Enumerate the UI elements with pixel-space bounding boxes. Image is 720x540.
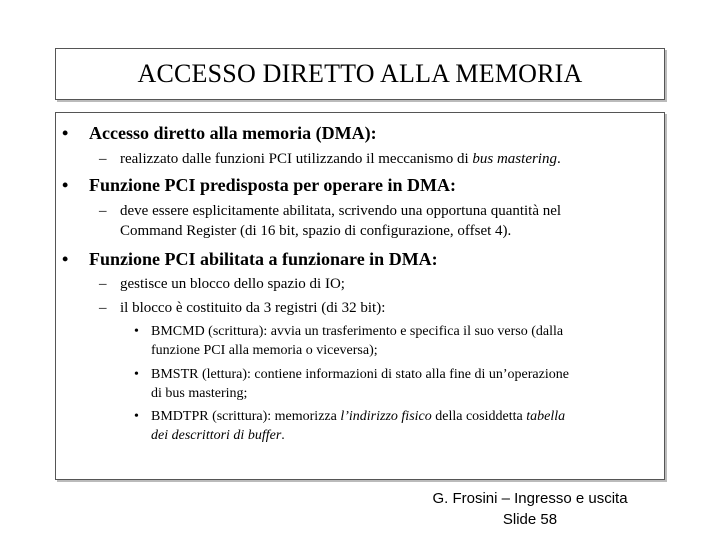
register-bmcmd-line-2: funzione PCI alla memoria o viceversa); — [151, 343, 378, 358]
register-bmcmd-line-1: BMCMD (scrittura): avvia un trasferimento e specifica il suo verso (dalla — [151, 324, 564, 339]
item-1-sub-1: realizzato dalle funzioni PCI utilizzando il meccanismo di bus mastering. — [120, 151, 561, 167]
content-box — [55, 112, 665, 480]
title-box — [55, 48, 665, 100]
reg-bullet-2: • — [134, 367, 139, 382]
footer — [400, 488, 660, 530]
item-1-text: Accesso diretto alla memoria (DMA): — [89, 123, 377, 143]
register-bmstr-line-1: BMSTR (lettura): contiene informazioni di stato alla fine di un’operazione — [151, 367, 569, 382]
reg-bullet-3: • — [134, 409, 139, 424]
item-2-text: Funzione PCI predisposta per operare in DMA: — [89, 175, 456, 195]
item-3-sub-1: gestisce un blocco dello spazio di IO; — [120, 276, 345, 292]
dash-2-1: – — [99, 203, 107, 219]
bullet-2: • — [62, 175, 69, 195]
register-bmdtpr-line-2: dei descrittori di buffer. — [151, 428, 285, 443]
reg-bullet-1: • — [134, 324, 139, 339]
footer-slide-number: Slide 58 — [502, 511, 558, 528]
dash-1-1: – — [99, 151, 107, 167]
bullet-3: • — [62, 249, 69, 269]
footer-author: G. Frosini – Ingresso e uscita — [432, 490, 628, 507]
item-3-text: Funzione PCI abilitata a funzionare in DMA: — [89, 249, 438, 269]
dash-3-1: – — [99, 276, 107, 292]
slide-title: ACCESSO DIRETTO ALLA MEMORIA — [137, 59, 583, 88]
register-bmstr-line-2: di bus mastering; — [151, 386, 248, 401]
register-bmdtpr-line-1: BMDTPR (scrittura): memorizza l’indirizzo fisico della cosiddetta tabella — [151, 409, 566, 424]
item-3-sub-2: il blocco è costituito da 3 registri (di 32 bit): — [120, 300, 386, 316]
item-2-sub-1-line-2: Command Register (di 16 bit, spazio di configurazione, offset 4). — [120, 223, 512, 239]
item-2-sub-1-line-1: deve essere esplicitamente abilitata, scrivendo una opportuna quantità nel — [120, 203, 562, 219]
dash-3-2: – — [99, 300, 107, 316]
bullet-1: • — [62, 123, 69, 143]
